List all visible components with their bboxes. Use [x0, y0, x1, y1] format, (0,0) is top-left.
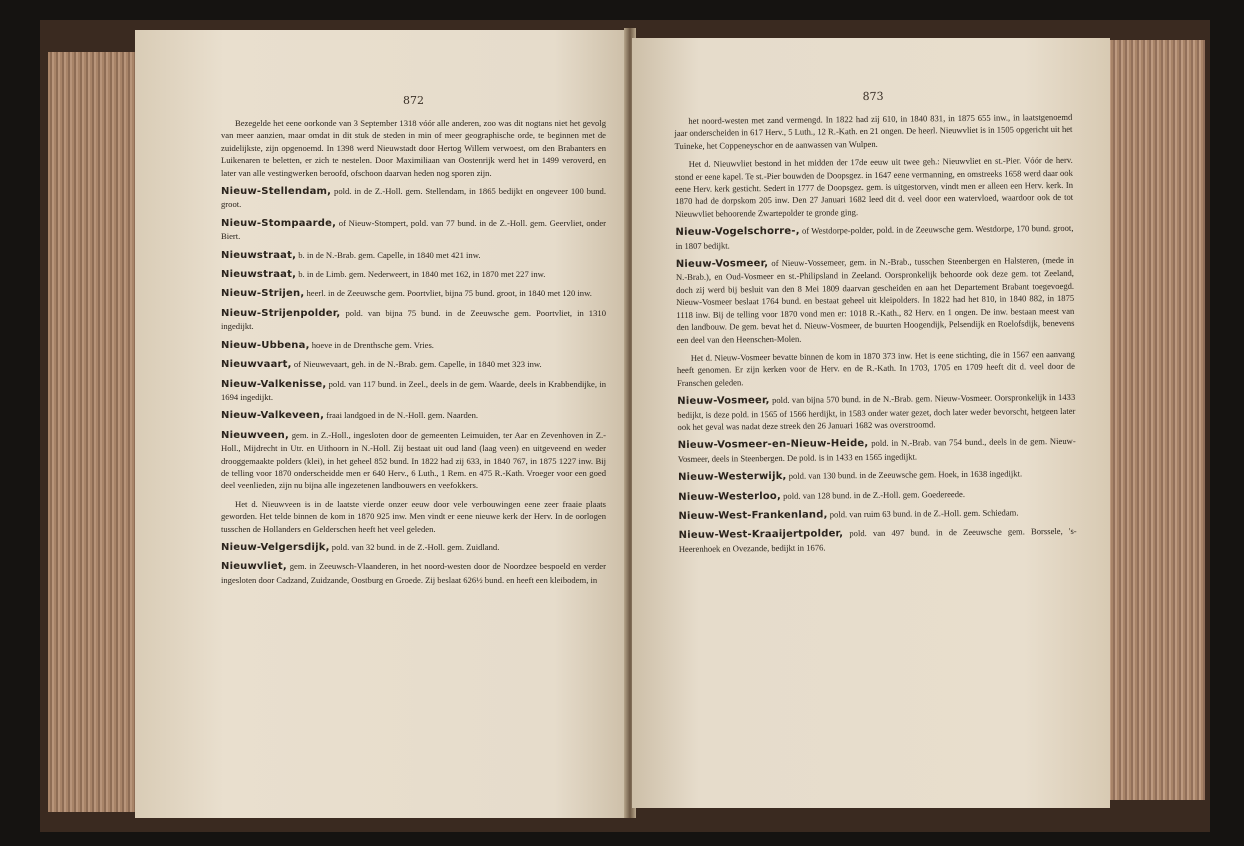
entry-headword: Nieuwvliet, [221, 561, 287, 573]
entry-paragraph [221, 358, 606, 371]
entry-headword: Nieuw-Strijen, [221, 288, 305, 300]
entry-headword: Nieuw-Vogelschorre-, [675, 225, 800, 239]
entry-paragraph [679, 525, 1077, 555]
entry-text: pold. van bijna 75 bund. in de Zeeuwsche gem. Poortvliet, in 1310 ingedijkt. [221, 307, 606, 332]
entry-text: of Nieuw-Vossemeer, gem. in N.-Brab., tusschen Steenbergen en Halsteren, (mede in N.-Brab.), en Oud-Vosmeer en st.-Philipsland in Zeeland. Oorspronkelijk behoorde ook deze gem. tot Zeeland, doch zij werd bij besluit van den 8 Mei 1809 daarvan gescheiden en aan het Departement Brabant toegevoegd. Nieuw-Vosmeer beslaat 1764 bund. en bestaat geheel uit kleipolders. In 1822 had het 810, in 1840 882, in 1875 1118 inw. Bij de telling voor 1870 vond men er: 1018 R.-Kath., 82 Herv. en 1 ongen. De inw. bestaan meest van den landbouw. De gem. bevat het d. Nieuw-Vosmeer, de buurten Hoogendijk, Pelsendijk en Roelofsdijk, benevens een deel van den Heenschen-Molen. [675, 254, 1075, 345]
right-page [632, 38, 1110, 808]
entry-paragraph [221, 560, 606, 586]
entry-text: pold. in N.-Brab. van 754 bund., deels in de gem. Nieuw-Vosmeer, deels in Steenbergen. De pold. is in 1433 en 1565 ingedijkt. [677, 436, 1076, 464]
entry-text: pold. van 32 bund. in de Z.-Holl. gem. Zuidland. [329, 541, 500, 552]
entry-text: pold. van 130 bund. in de Zeeuwsche gem. Hoek, in 1638 ingedijkt. [786, 468, 1023, 481]
entry-text: hoeve in de Drenthsche gem. Vries. [309, 339, 434, 350]
entry-paragraph [221, 287, 606, 300]
entry-paragraph [678, 467, 1076, 485]
entry-paragraph [677, 348, 1075, 389]
entry-paragraph [221, 249, 606, 262]
entry-text: b. in de N.-Brab. gem. Capelle, in 1840 met 421 inw. [296, 249, 481, 260]
entry-paragraph [221, 409, 606, 422]
entry-paragraph [221, 117, 606, 179]
entry-paragraph [674, 111, 1072, 152]
entry-headword: Nieuwveen, [221, 429, 289, 441]
entry-headword: Nieuw-Strijenpolder, [221, 307, 341, 319]
entry-text: pold. van 117 bund. in Zeel., deels in de gem. Waarde, deels in Krabbendijke, in 1694 ingedijkt. [221, 378, 606, 402]
entry-paragraph [678, 486, 1076, 504]
entry-headword: Nieuw-Stompaarde, [221, 217, 337, 229]
entry-paragraph [221, 378, 606, 404]
entry-text: Het d. Nieuw-Vosmeer bevatte binnen de kom in 1870 373 inw. Het is eene stichting, die in 1567 een aanvang heeft genomen. Er zijn kerken voor de Herv. en de R.-Kath. In 1703, 1705 en 1709 heeft dit d. veel door de Franschen geleden. [676, 348, 1075, 388]
entry-text: of Westdorpe-polder, pold. in de Zeeuwsche gem. Westdorpe, 170 bund. groot, in 1807 bedijkt. [675, 223, 1074, 251]
entry-text: b. in de Limb. gem. Nederweert, in 1840 met 162, in 1870 met 227 inw. [296, 269, 546, 280]
entry-text: het noord-westen met zand vermengd. In 1822 had zij 610, in 1840 831, in 1875 655 inw., in laatstgenoemd jaar onderscheiden in 617 Herv., 5 Luth., 12 R.-Kath. en 21 ongen. De heerl. Nieuwvliet is in 1505 opgericht uit het Tuineke, het Coppeneyschor en de aanwassen van Wulpen. [674, 111, 1073, 151]
entry-text: pold. van 128 bund. in de Z.-Holl. gem. Goedereede. [780, 488, 966, 501]
entry-paragraph [678, 435, 1076, 465]
entry-text: pold. van 497 bund. in de Zeeuwsche gem. Borssele, 's-Heerenhoek en Ovezande, bedijkt in 1676. [678, 526, 1077, 554]
entry-paragraph [675, 222, 1073, 252]
entry-text: gem. in Zeeuwsch-Vlaanderen, in het noord-westen door de Noordzee bespoeld en verder ingesloten door Cadzand, Zuidzande, Oostburg en Groede. Zij beslaat 626½ bund. en heeft een kleibodem, in [221, 561, 606, 585]
entry-paragraph [221, 217, 606, 243]
entry-paragraph [221, 429, 606, 492]
entry-headword: Nieuw-Vosmeer, [675, 258, 769, 271]
entry-text: of Nieuw-Stompert, pold. van 77 bund. in de Z.-Holl. gem. Geervliet, onder Biert. [221, 217, 606, 242]
entry-paragraph [677, 391, 1075, 433]
entry-paragraph [676, 254, 1075, 346]
entry-headword: Nieuw-Westerwijk, [677, 470, 787, 484]
entry-text: fraai landgoed in de N.-Holl. gem. Naarden. [324, 410, 479, 421]
left-page-number: 872 [403, 94, 424, 107]
entry-text: pold. in de Z.-Holl. gem. Stellendam, in 1865 bedijkt en ongeveer 100 bund. groot. [221, 186, 606, 210]
entry-paragraph [221, 541, 606, 554]
right-page-edges [1105, 40, 1205, 800]
left-page [135, 30, 628, 818]
entry-paragraph [221, 268, 606, 281]
entry-headword: Nieuw-Vosmeer-en-Nieuw-Heide, [677, 438, 869, 452]
entry-paragraph [221, 185, 606, 211]
right-page-body [674, 111, 1077, 555]
right-page-number: 873 [862, 89, 884, 104]
left-page-body [221, 117, 606, 586]
entry-text: pold. van ruim 63 bund. in de Z.-Holl. gem. Schiedam. [827, 507, 1019, 520]
entry-text: Het d. Nieuwveen is in de laatste vierde onzer eeuw door vele verbouwingen eene zeer fraaie plaats geworden. Het telde binnen de kom in 1870 925 inw. Men vindt er eene nieuwe kerk der Herv. In de oorlogen tusschen de Hollanders en Gelderschen heeft het veel geleden. [221, 498, 606, 534]
entry-paragraph [221, 339, 606, 352]
entry-text: Het d. Nieuwvliet bestond in het midden der 17de eeuw uit twee geh.: Nieuwvliet en st.-Pier. Vóór de herv. stond er eene kapel. Te st.-Pier bouwden de Doopsgez. in 1647 eene vermanning, en omstreeks 1658 werd daar ook eene Herv. kerk gesticht. Sedert in 1777 de Doopsgez. gem. is uitgestorven, vindt men er alleen een Herv. kerk. In 1870 had de dorpskom 205 inw. Den 27 Januari 1682 leed dit d. veel door een watervloed, waardoor ook de tot Nieuwvliet behoorende Zwartepolder te gronde ging. [674, 155, 1074, 219]
entry-headword: Nieuw-Ubbena, [221, 339, 310, 351]
entry-headword: Nieuw-West-Frankenland, [678, 509, 828, 522]
entry-headword: Nieuw-Westerloo, [678, 490, 782, 503]
entry-text: pold. van bijna 570 bund. in de N.-Brab. gem. Nieuw-Vosmeer. Oorspronkelijk in 1433 bedijkt, is deze pold. in 1565 of 1566 herdijkt, in 1583 onder water gezet, doch later weder bevorscht, hetgeen later ook het geval was nadat deze streek den 26 Januari 1682 was overstroomd. [677, 391, 1076, 432]
entry-text: gem. in Z.-Holl., ingesloten door de gemeenten Leimuiden, ter Aar en Zevenhoven in Z.-Holl., Mijdrecht in Utr. en Uithoorn in N.-Holl. Zij bestaat uit oud land (laag veen) en uitgeveend en weder drooggemaakte polders (klei), in het geheel 852 bund. In 1822 had zij 633, in 1840 767, in 1875 1227 inw. Bij de telling voor 1870 onderscheidde men er 640 Herv., 6 Luth., 1 Rem. en 475 R.-Kath. Vroeger voor een goed deel veenlieden, zijn nu bijna alle ingezetenen landbouwers en veefokkers. [221, 429, 606, 491]
entry-headword: Nieuw-Stellendam, [221, 186, 332, 198]
left-page-edges [48, 52, 140, 812]
entry-headword: Nieuwstraat, [221, 269, 297, 281]
entry-headword: Nieuw-Vosmeer, [677, 395, 770, 408]
entry-text: of Nieuwevaart, geh. in de N.-Brab. gem. Capelle, in 1840 met 323 inw. [291, 359, 542, 370]
entry-headword: Nieuw-Valkeveen, [221, 410, 325, 422]
entry-paragraph [221, 307, 606, 333]
entry-headword: Nieuwstraat, [221, 249, 297, 261]
entry-paragraph [221, 498, 606, 535]
entry-paragraph [678, 506, 1076, 524]
entry-text: Bezegelde het eene oorkonde van 3 September 1318 vóór alle anderen, zoo was dit nogtans niet het gevolg van meer aanzien, maar omdat in dit stuk de steden in min of meer geographische orde, te beginnen met de zuidelijkste, zijn opgenoemd. In 1398 werd Nieuwstadt door Hertog Willem verwoest, om den Brabanters en Luikenaren te beletten, er zich te nestelen. Door Maximiliaan van Oostenrijk werd het in 1499 veroverd, en later van alle vestingwerken beroofd, ofschoon daarvan heden nog sporen zijn. [221, 118, 606, 178]
entry-headword: Nieuw-Velgersdijk, [221, 541, 330, 553]
entry-headword: Nieuw-Valkenisse, [221, 378, 327, 390]
entry-headword: Nieuwvaart, [221, 359, 292, 371]
entry-paragraph [675, 154, 1074, 220]
entry-headword: Nieuw-West-Kraaijertpolder, [678, 528, 844, 542]
entry-text: heerl. in de Zeeuwsche gem. Poortvliet, bijna 75 bund. groot, in 1840 met 120 inw. [304, 288, 592, 299]
